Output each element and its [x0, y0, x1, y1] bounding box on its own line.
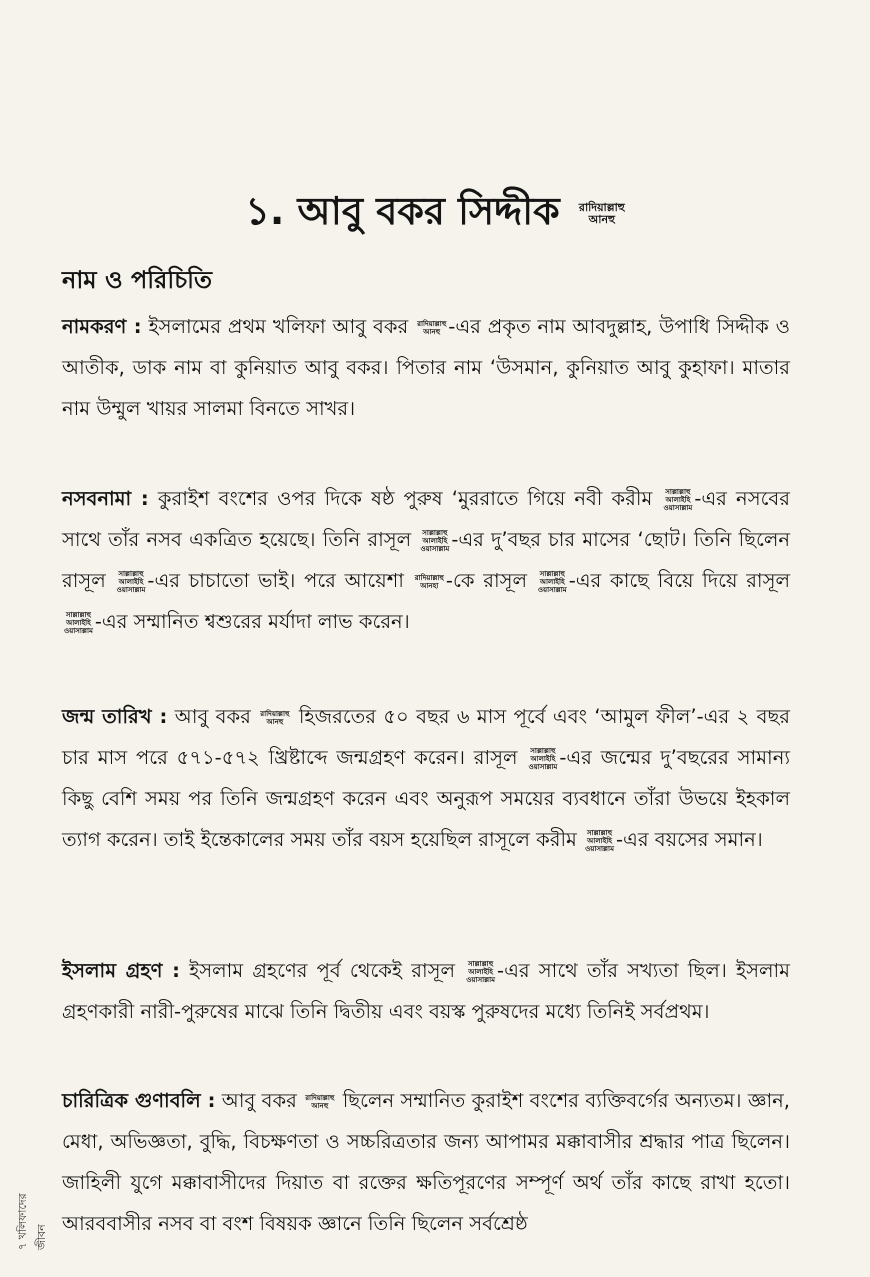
honorific-ra: রাদিয়াল্লাহু আনহু [260, 709, 290, 726]
paragraph-label: ইসলাম গ্রহণ : [62, 959, 180, 982]
page-margin-note: ৭ খলিফাদের জীবন [16, 1193, 48, 1250]
paragraph-label: চারিত্রিক গুণাবলি : [62, 1089, 216, 1112]
chapter-title-text: ১. আবু বকর সিদ্দীক [245, 189, 560, 233]
honorific-saw: সাল্লাল্লাহু আলাইহি ওয়াসাল্লাম [466, 959, 496, 984]
honorific-raha: রাদিয়াল্লাহু আনহা [414, 573, 444, 590]
paragraph-lineage: নসবনামা : কুরাইশ বংশের ওপর দিকে ষষ্ঠ পুরুষ ‘মুররাতে গিয়ে নবী করীম সাল্লাল্লাহু আলাইহি ওয়াসাল্লাম -এর নসবের সাথে তাঁর নসব একত্রিত হয়েছে। তিনি রাসূল সাল্লাল্লাহু আলাইহি ওয়াসাল্লাম -এর দু’বছর চার মাসের ‘ছোট। তিনি ছিলেন রাসূল সাল্লাল্লাহু আলাইহি ওয়াসাল্লাম -এর চাচাতো ভাই। পরে আয়েশা রাদিয়াল্লাহু আনহা -কে রাসূল সাল্লাল্লাহু আলাইহি ওয়াসাল্লাম -এর কাছে বিয়ে দিয়ে রাসূল সাল্লাল্লাহু আলাইহি ওয়াসাল্লাম -এর সম্মানিত শ্বশুরের মর্যাদা লাভ করেন। [62, 487, 790, 635]
paragraph-islam: ইসলাম গ্রহণ : ইসলাম গ্রহণের পূর্ব থেকেই রাসূল সাল্লাল্লাহু আলাইহি ওয়াসাল্লাম -এর সাথে তাঁর সখ্যতা ছিল। ইসলাম গ্রহণকারী নারী-পুরুষের মাঝে তিনি দ্বিতীয় এবং বয়স্ক পুরুষদের মধ্যে তিনিই সর্বপ্রথম। [62, 959, 790, 1023]
paragraph-label: নামকরণ : [62, 315, 142, 338]
honorific-saw: সাল্লাল্লাহু আলাইহি ওয়াসাল্লাম [116, 569, 146, 594]
honorific-saw: সাল্লাল্লাহু আলাইহি ওয়াসাল্লাম [537, 569, 567, 594]
honorific-saw: সাল্লাল্লাহু আলাইহি ওয়াসাল্লাম [528, 746, 558, 771]
paragraph-naming: নামকরণ : ইসলামের প্রথম খলিফা আবু বকর রাদিয়াল্লাহু আনহু -এর প্রকৃত নাম আবদুল্লাহ, উপাধি সিদ্দীক ও আতীক, ডাক নাম বা কুনিয়াত আবু বকর। পিতার নাম ‘উসমান, কুনিয়াত আবু কুহাফা। মাতার নাম উম্মুল খায়র সালমা বিনতে সাখর। [62, 315, 790, 420]
honorific-saw: সাল্লাল্লাহু আলাইহি ওয়াসাল্লাম [420, 528, 450, 553]
paragraph-label: নসবনামা : [62, 487, 149, 510]
honorific-ra-title: রাদিয়াল্লাহু আনহু [578, 200, 625, 226]
honorific-saw: সাল্লাল্লাহু আলাইহি ওয়াসাল্লাম [64, 610, 93, 635]
section-heading: নাম ও পরিচিতি [62, 266, 213, 294]
paragraph-character: চারিত্রিক গুণাবলি : আবু বকর রাদিয়াল্লাহু আনহু ছিলেন সম্মানিত কুরাইশ বংশের ব্যক্তিবর্গের অন্যতম। জ্ঞান, মেধা, অভিজ্ঞতা, বুদ্ধি, বিচক্ষণতা ও সচ্চরিত্রতার জন্য আপামর মক্কাবাসীর শ্রদ্ধার পাত্র ছিলেন। জাহিলী যুগে মক্কাবাসীদের দিয়াত বা রক্তের ক্ষতিপূরণের সম্পূর্ণ অর্থ তাঁর কাছে রাখা হতো। আরববাসীর নসব বা বংশ বিষয়ক জ্ঞানে তিনি ছিলেন সর্বশ্রেষ্ঠ [62, 1089, 791, 1235]
honorific-saw: সাল্লাল্লাহু আলাইহি ওয়াসাল্লাম [585, 828, 614, 853]
honorific-ra: রাদিয়াল্লাহু আনহু [305, 1093, 335, 1110]
paragraph-label: জন্ম তারিখ : [62, 705, 168, 728]
paragraph-birth: জন্ম তারিখ : আবু বকর রাদিয়াল্লাহু আনহু হিজরতের ৫০ বছর ৬ মাস পূর্বে এবং ‘আমুল ফীল’-এর ২ বছর চার মাস পরে ৫৭১-৫৭২ খ্রিষ্টাব্দে জন্মগ্রহণ করেন। রাসূল সাল্লাল্লাহু আলাইহি ওয়াসাল্লাম -এর জন্মের দু’বছরের সামান্য কিছু বেশি সময় পর তিনি জন্মগ্রহণ করেন এবং অনুরূপ সময়ের ব্যবধানে তাঁরা উভয়ে ইহকাল ত্যাগ করেন। তাই ইন্তেকালের সময় তাঁর বয়স হয়েছিল রাসূলে করীম সাল্লাল্লাহু আলাইহি ওয়াসাল্লাম -এর বয়সের সমান। [62, 705, 791, 853]
honorific-ra: রাদিয়াল্লাহু আনহু [417, 319, 447, 336]
honorific-saw: সাল্লাল্লাহু আলাইহি ওয়াসাল্লাম [663, 487, 693, 512]
chapter-title [0, 182, 870, 246]
